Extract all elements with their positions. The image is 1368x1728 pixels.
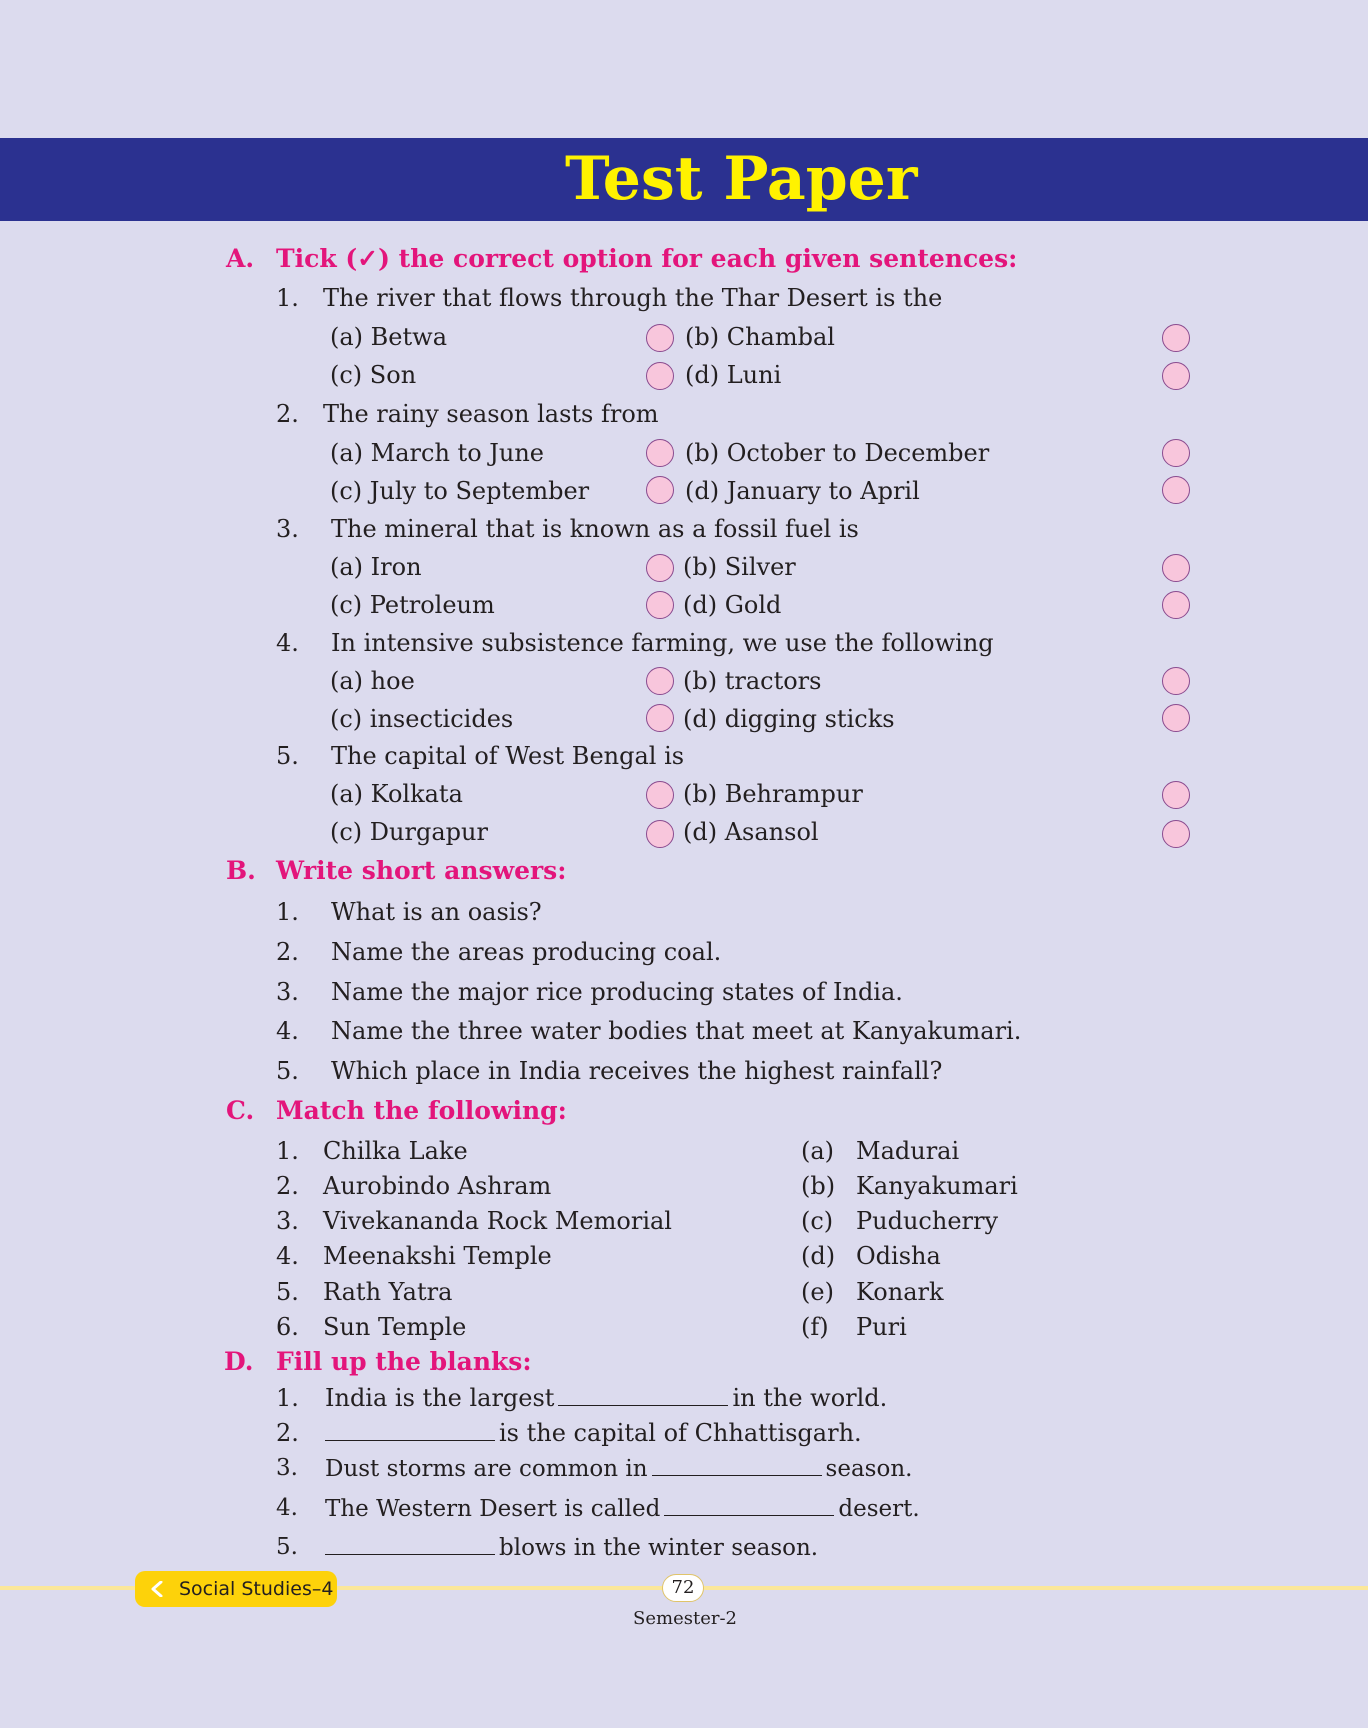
- question-text: Name the three water bodies that meet at Kanyakumari.: [331, 1017, 1022, 1045]
- question-number: 5.: [276, 742, 299, 770]
- option-label: (d) Asansol: [683, 818, 819, 846]
- match-left-item: Aurobindo Ashram: [323, 1172, 552, 1200]
- answer-circle[interactable]: [1162, 324, 1190, 352]
- match-left-item: Sun Temple: [323, 1313, 467, 1341]
- option-label: (b) Behrampur: [683, 780, 863, 808]
- match-letter: (a): [801, 1137, 835, 1165]
- section-b-letter: B.: [226, 856, 256, 885]
- match-number: 6.: [276, 1313, 299, 1341]
- answer-circle[interactable]: [646, 362, 674, 390]
- option-label: (c) insecticides: [330, 705, 514, 733]
- option-label: (c) July to September: [330, 477, 590, 505]
- question-number: 3.: [276, 515, 299, 543]
- match-number: 1.: [276, 1137, 299, 1165]
- question-number: 1.: [276, 284, 299, 312]
- question-text: Name the major rice producing states of India.: [331, 978, 903, 1006]
- section-d-letter: D.: [224, 1347, 254, 1376]
- sentence-end: is the capital of Chhattisgarh.: [499, 1419, 862, 1447]
- option-label: (b) tractors: [683, 667, 822, 695]
- fill-blank-sentence: [321, 1418, 862, 1448]
- answer-circle[interactable]: [646, 476, 674, 504]
- answer-blank[interactable]: [664, 1493, 834, 1516]
- answer-circle[interactable]: [646, 704, 674, 732]
- option-label: (a) Iron: [330, 553, 422, 581]
- sentence-start: The Western Desert is called: [325, 1496, 661, 1522]
- match-left-item: Meenakshi Temple: [323, 1242, 552, 1270]
- section-a-letter: A.: [226, 244, 255, 273]
- answer-circle[interactable]: [1162, 820, 1190, 848]
- answer-circle[interactable]: [646, 820, 674, 848]
- question-text: What is an oasis?: [331, 898, 542, 926]
- match-number: 3.: [276, 1207, 299, 1235]
- question-number: 5.: [276, 1534, 298, 1560]
- option-label: (d) January to April: [685, 477, 920, 505]
- question-text: The mineral that is known as a fossil fuel is: [331, 515, 859, 543]
- option-label: (d) digging sticks: [683, 705, 895, 733]
- answer-circle[interactable]: [646, 439, 674, 467]
- question-text: Which place in India receives the highest rainfall?: [331, 1057, 943, 1085]
- match-letter: (e): [801, 1278, 834, 1306]
- sentence-start: India is the largest: [325, 1384, 555, 1412]
- match-letter: (d): [801, 1242, 836, 1270]
- question-text: Name the areas producing coal.: [331, 938, 722, 966]
- section-d-title: Fill up the blanks:: [276, 1347, 532, 1376]
- question-number: 3.: [276, 978, 299, 1006]
- sentence-end: season.: [825, 1456, 913, 1482]
- section-c-letter: C.: [226, 1096, 255, 1125]
- match-right-item: Odisha: [856, 1242, 941, 1270]
- question-number: 2.: [276, 400, 299, 428]
- answer-circle[interactable]: [1162, 781, 1190, 809]
- option-label: (b) Silver: [683, 553, 796, 581]
- fill-blank-sentence: [321, 1532, 818, 1563]
- option-label: (d) Luni: [685, 361, 782, 389]
- answer-blank[interactable]: [558, 1383, 728, 1406]
- fill-blank-sentence: [325, 1493, 920, 1524]
- sentence-end: desert.: [838, 1496, 920, 1522]
- answer-circle[interactable]: [646, 324, 674, 352]
- sentence-end: blows in the winter season.: [499, 1535, 819, 1561]
- question-text: The river that flows through the Thar Desert is the: [323, 284, 943, 312]
- answer-blank[interactable]: [325, 1418, 495, 1441]
- match-number: 5.: [276, 1278, 299, 1306]
- question-number: 3.: [276, 1455, 298, 1481]
- page-title: Test Paper: [565, 144, 918, 214]
- option-label: (c) Durgapur: [330, 818, 488, 846]
- answer-circle[interactable]: [646, 554, 674, 582]
- question-number: 4.: [276, 1017, 299, 1045]
- answer-circle[interactable]: [646, 591, 674, 619]
- option-label: (d) Gold: [683, 591, 782, 619]
- match-right-item: Kanyakumari: [856, 1172, 1018, 1200]
- answer-blank[interactable]: [325, 1532, 495, 1555]
- option-label: (b) October to December: [685, 439, 990, 467]
- section-c-title: Match the following:: [276, 1096, 567, 1125]
- option-label: (a) hoe: [330, 667, 415, 695]
- question-text: In intensive subsistence farming, we use the following: [331, 629, 994, 657]
- answer-circle[interactable]: [1162, 362, 1190, 390]
- answer-circle[interactable]: [1162, 476, 1190, 504]
- match-letter: (c): [801, 1207, 834, 1235]
- option-label: (a) Betwa: [330, 323, 447, 351]
- option-label: (a) Kolkata: [330, 780, 463, 808]
- question-text: The capital of West Bengal is: [331, 742, 685, 770]
- match-right-item: Konark: [856, 1278, 944, 1306]
- subject-label: Social Studies–4: [179, 1578, 334, 1600]
- sentence-end: in the world.: [732, 1384, 888, 1412]
- chevron-left-icon: [149, 1581, 165, 1597]
- answer-circle[interactable]: [1162, 667, 1190, 695]
- answer-circle[interactable]: [1162, 591, 1190, 619]
- question-number: 2.: [276, 938, 299, 966]
- answer-circle[interactable]: [646, 781, 674, 809]
- match-right-item: Madurai: [856, 1137, 960, 1165]
- subject-tab[interactable]: [135, 1571, 337, 1607]
- answer-circle[interactable]: [646, 667, 674, 695]
- fill-blank-sentence: [325, 1453, 912, 1484]
- match-letter: (b): [801, 1172, 836, 1200]
- fill-blank-sentence: [325, 1383, 887, 1413]
- match-left-item: Chilka Lake: [323, 1137, 468, 1165]
- section-b-title: Write short answers:: [276, 856, 567, 885]
- question-number: 4.: [276, 1495, 298, 1521]
- question-number: 2.: [276, 1419, 299, 1447]
- match-right-item: Puri: [856, 1313, 907, 1341]
- answer-circle[interactable]: [1162, 554, 1190, 582]
- option-label: (b) Chambal: [685, 323, 835, 351]
- match-number: 2.: [276, 1172, 299, 1200]
- answer-blank[interactable]: [652, 1453, 822, 1476]
- sentence-start: Dust storms are common in: [325, 1456, 648, 1482]
- question-number: 5.: [276, 1057, 299, 1085]
- match-right-item: Puducherry: [856, 1207, 999, 1235]
- answer-circle[interactable]: [1162, 439, 1190, 467]
- question-text: The rainy season lasts from: [323, 400, 659, 428]
- section-a-title: Tick (✓) the correct option for each given sentences:: [276, 244, 1018, 273]
- question-number: 4.: [276, 629, 299, 657]
- option-label: (c) Son: [330, 361, 417, 389]
- answer-circle[interactable]: [1162, 704, 1190, 732]
- match-number: 4.: [276, 1242, 299, 1270]
- match-left-item: Vivekananda Rock Memorial: [323, 1207, 672, 1235]
- page-number: 72: [662, 1574, 704, 1602]
- match-left-item: Rath Yatra: [323, 1278, 453, 1306]
- semester-label: Semester-2: [633, 1608, 737, 1629]
- question-number: 1.: [276, 1384, 299, 1412]
- option-label: (a) March to June: [330, 439, 545, 467]
- question-number: 1.: [276, 898, 299, 926]
- option-label: (c) Petroleum: [330, 591, 495, 619]
- match-letter: (f): [801, 1313, 829, 1341]
